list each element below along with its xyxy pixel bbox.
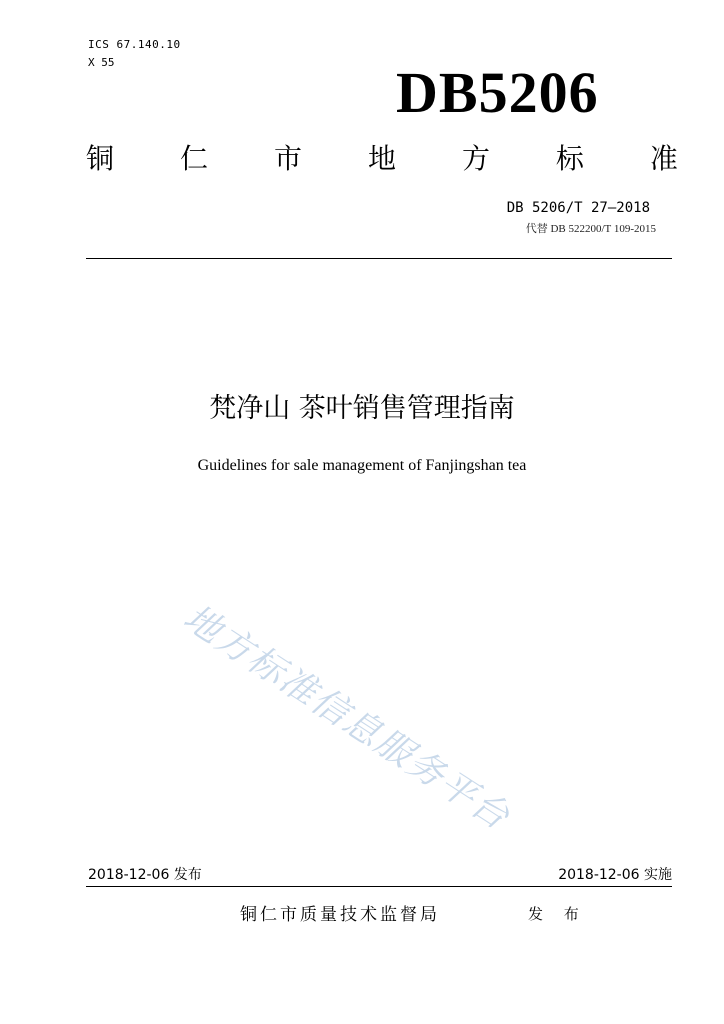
standard-number: DB 5206/T 27—2018: [506, 200, 650, 216]
header-divider: [86, 258, 672, 259]
title-chinese: 梵净山 茶叶销售管理指南: [209, 393, 515, 424]
title-english: Guidelines for sale management of Fanjingshan tea: [197, 457, 527, 474]
watermark: 地方标准信息服务平台: [176, 597, 518, 839]
standard-type-char: 方: [461, 142, 490, 175]
classification-code: X 55: [88, 56, 115, 69]
standard-type-char: 仁: [179, 142, 208, 175]
standard-type-char: 地: [367, 142, 396, 175]
standard-type-char: 市: [273, 142, 302, 175]
ics-code: ICS 67.140.10: [88, 38, 181, 51]
footer-divider: [86, 886, 672, 887]
implement-date: 2018-12-06 实施: [558, 867, 672, 883]
standard-type-char: 铜: [86, 142, 115, 175]
standard-type: [86, 142, 678, 176]
standard-type-char: 标: [555, 142, 584, 175]
standard-type-char: 准: [649, 142, 678, 175]
replaces-standard: 代替 DB 522200/T 109-2015: [525, 223, 656, 235]
issuer: 铜仁市质量技术监督局: [240, 905, 440, 925]
issue-label: 发 布: [528, 905, 587, 923]
standard-logo: DB5206: [396, 60, 599, 125]
publish-date: 2018-12-06 发布: [88, 867, 202, 883]
